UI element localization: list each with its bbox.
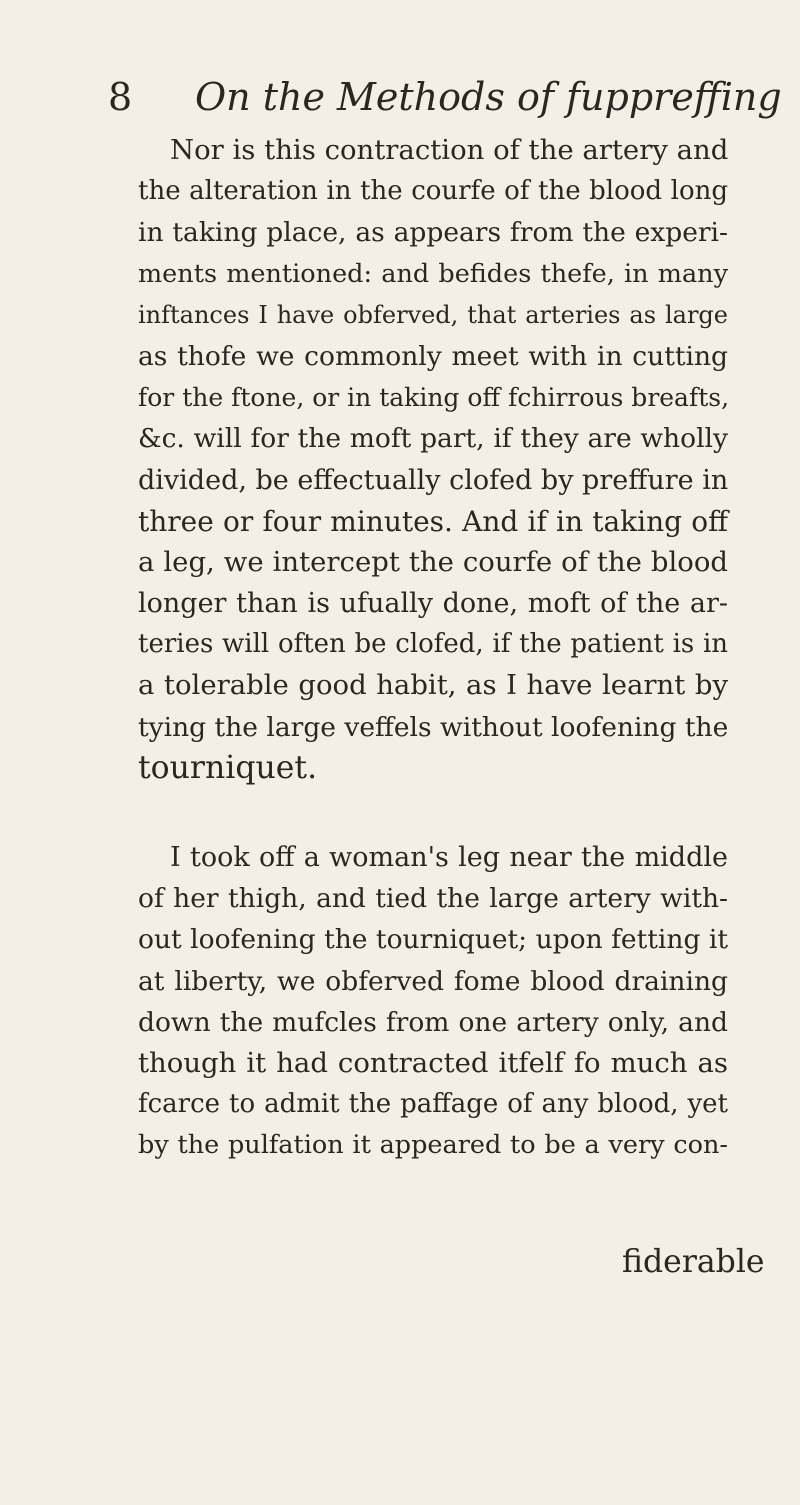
text-line: fcarce to admit the paffage of any blood, yet <box>138 1089 728 1120</box>
text-line: tourniquet. <box>138 749 318 786</box>
body-text <box>138 130 728 1167</box>
page-header <box>0 68 800 128</box>
paragraph <box>138 130 728 789</box>
text-line: I took off a woman's leg near the middle <box>170 842 728 873</box>
text-line: down the mufcles from one artery only, and <box>138 1006 728 1038</box>
text-line: ments mentioned: and befides thefe, in many <box>138 258 728 289</box>
text-line: out loofening the tourniquet; upon fetting it <box>138 924 728 956</box>
text-line: for the ftone, or in taking off fchirrous breafts, <box>138 383 730 413</box>
text-line: though it had contracted itfelf fo much as <box>138 1046 728 1079</box>
text-line: three or four minutes. And if in taking off <box>138 504 728 538</box>
text-line: divided, be effectually clofed by preffure in <box>138 464 729 496</box>
text-line: teries will often be clofed, if the patient is in <box>138 629 728 660</box>
text-line: tying the large veffels without loofening the <box>138 711 729 743</box>
text-line: as thofe we commonly meet with in cutting <box>138 340 728 372</box>
text-line: longer than is ufually done, moft of the ar- <box>138 588 728 620</box>
text-line: a tolerable good habit, as I have learnt by <box>138 669 728 702</box>
text-line: at liberty, we obferved fome blood draining <box>138 965 728 997</box>
page-number: 8 <box>108 75 133 119</box>
text-line: in taking place, as appears from the experi- <box>138 217 728 249</box>
running-title: On the Methods of fuppreffing <box>195 75 782 119</box>
text-line: of her thigh, and tied the large artery with- <box>138 883 728 915</box>
text-line: &c. will for the moft part, if they are wholly <box>138 423 728 455</box>
text-line: the alteration in the courfe of the blood long <box>138 176 728 207</box>
text-line: a leg, we intercept the courfe of the blood <box>138 545 728 578</box>
paragraph <box>138 837 728 1167</box>
text-line: Nor is this contraction of the artery and <box>170 134 729 166</box>
text-line: by the pulfation it appeared to be a very con- <box>138 1130 728 1161</box>
text-line: inftances I have obferved, that arteries as large <box>138 300 728 329</box>
catchword: fiderable <box>622 1244 765 1280</box>
